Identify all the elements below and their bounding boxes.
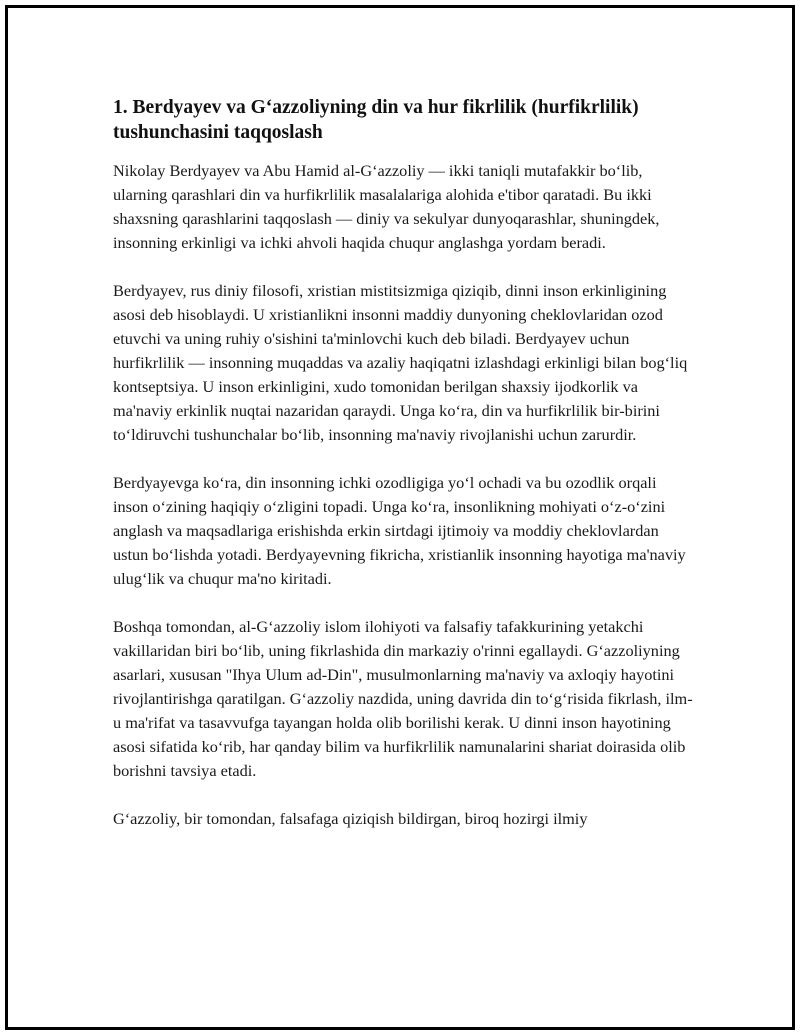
paragraph-4: Boshqa tomondan, al-G‘azzoliy islom ilohiyoti va falsafiy tafakkurining yetakchi vakillaridan biri bo‘lib, uning fikrlashida din markaziy o'rinni egallaydi. G‘azzoliyning asarlari, xususan "Ihya Ulum ad-Din", musulmonlarning ma'naviy va axloqiy hayotini rivojlantirishga qaratilgan. G‘azzoliy nazdida, uning davrida din to‘g‘risida fikrlash, ilm-u ma'rifat va tasavvufga tayangan holda olib borilishi kerak. U dinni inson hayotining asosi sifatida ko‘rib, har qanday bilim va hurfikrlilik namunalarini shariat doirasida olib borishni tavsiya etadi.	[113, 617, 693, 780]
paragraph-1: Nikolay Berdyayev va Abu Hamid al-G‘azzoliy — ikki taniqli mutafakkir bo‘lib, ularning qarashlari din va hurfikrlilik masalalariga alohida e'tibor qaratadi. Bu ikki shaxsning qarashlarini taqqoslash — diniy va sekulyar dunyoqarashlar, shuningdek, insonning erkinligi va ichki ahvoli haqida chuqur anglashga yordam beradi.	[113, 161, 660, 252]
section-heading: 1. Berdyayev va G‘azzoliyning din va hur fikrlilik (hurfikrlilik) tushunchasini taqqoslash	[113, 97, 639, 143]
paragraph-2: Berdyayev, rus diniy filosofi, xristian mistitsizmiga qiziqib, dinni inson erkinligining asosi deb hisoblaydi. U xristianlikni insonni maddiy dunyoning cheklovlaridan ozod etuvchi va uning ruhiy o'sishini ta'minlovchi kuch deb biladi. Berdyayev uchun hurfikrlilik — insonning muqaddas va azaliy haqiqatni izlashdagi erkinligi bilan bog‘liq kontseptsiya. U inson erkinligini, xudo tomonidan berilgan shaxsiy ijodkorlik va ma'naviy erkinlik nuqtai nazaridan qaraydi. Unga ko‘ra, din va hurfikrlilik bir-birini to‘ldiruvchi tushunchalar bo‘lib, insonning ma'naviy rivojlanishi uchun zarurdir.	[113, 281, 688, 444]
paragraph-5: G‘azzoliy, bir tomondan, falsafaga qiziqish bildirgan, biroq hozirgi ilmiy	[113, 809, 588, 828]
document-body	[113, 95, 693, 855]
paragraph-3: Berdyayevga ko‘ra, din insonning ichki ozodligiga yo‘l ochadi va bu ozodlik orqali inson o‘zining haqiqiy o‘zligini topadi. Unga ko‘ra, insonlikning mohiyati o‘z-o‘zini anglash va maqsadlariga erishishda erkin sirtdagi ijtimoiy va moddiy cheklovlardan ustun bo‘lishda yotadi. Berdyayevning fikricha, xristianlik insonning hayotiga ma'naviy ulug‘lik va chuqur ma'no kiritadi.	[113, 473, 686, 588]
